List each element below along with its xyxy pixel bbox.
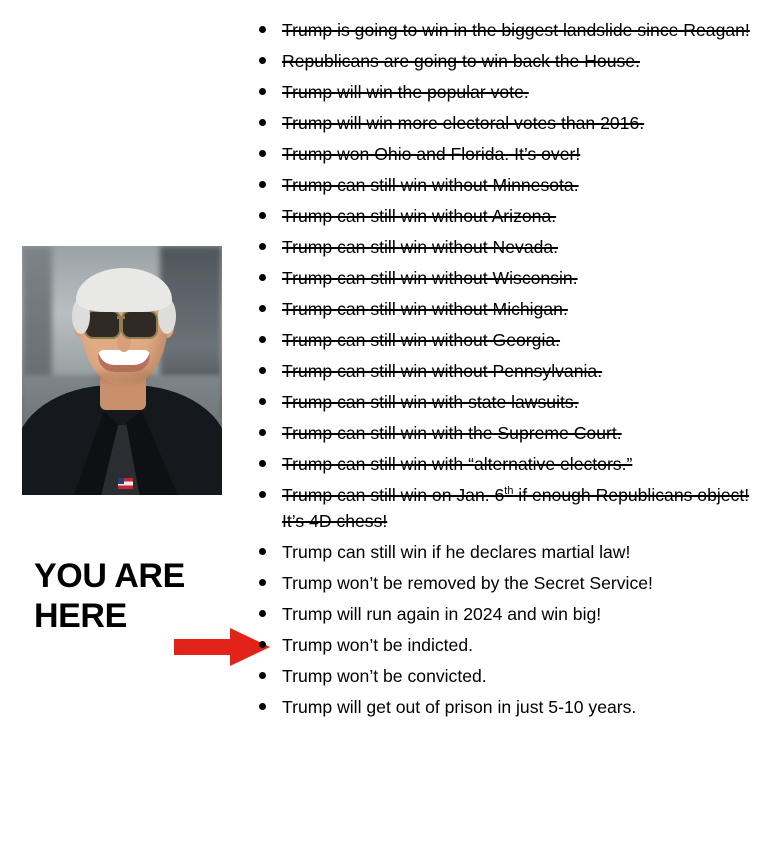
list-item xyxy=(252,142,768,168)
bullet-icon xyxy=(259,150,266,157)
list-item xyxy=(252,540,768,566)
bullet-icon xyxy=(259,26,266,33)
sunglasses-bridge xyxy=(117,316,125,319)
list-item-text: Trump can still win without Pennsylvania. xyxy=(282,361,603,381)
bullet-icon xyxy=(259,610,266,617)
bullet-icon xyxy=(259,274,266,281)
list-item-text: Trump won Ohio and Florida. It’s over! xyxy=(282,144,581,164)
list-item-text: Trump won’t be removed by the Secret Service! xyxy=(282,572,653,593)
list-item xyxy=(252,571,768,597)
photo-chin-shadow xyxy=(94,368,154,384)
list-item xyxy=(252,235,768,261)
list-item xyxy=(252,204,768,230)
list-item xyxy=(252,49,768,75)
list-item xyxy=(252,328,768,354)
you-are-here-line2: HERE xyxy=(34,597,127,636)
list-item-text: Trump can still win if he declares martial law! xyxy=(282,541,631,562)
list-item xyxy=(252,266,768,292)
list-item xyxy=(252,390,768,416)
bullet-icon xyxy=(259,491,266,498)
list-item xyxy=(252,602,768,628)
bullet-icon xyxy=(259,336,266,343)
list-item xyxy=(252,80,768,106)
list-item xyxy=(252,173,768,199)
bullet-icon xyxy=(259,548,266,555)
list-item xyxy=(252,421,768,447)
list-item-text: Trump won’t be convicted. xyxy=(282,665,487,686)
list-item-text: Trump can still win without Nevada. xyxy=(282,237,559,257)
list-item xyxy=(252,359,768,385)
list-item-text: Trump can still win without Wisconsin. xyxy=(282,268,578,288)
bullet-icon xyxy=(259,88,266,95)
list-item xyxy=(252,18,768,44)
bullet-icon xyxy=(259,579,266,586)
list-item xyxy=(252,452,768,478)
bullet-icon xyxy=(259,181,266,188)
bullet-icon xyxy=(259,367,266,374)
list-item-text: Trump will win more electoral votes than 2016. xyxy=(282,113,645,133)
list-item-text: Trump can still win without Michigan. xyxy=(282,299,568,319)
list-item-text: Trump will run again in 2024 and win big! xyxy=(282,603,602,624)
list-item-text: Trump can still win without Minnesota. xyxy=(282,175,579,195)
list-item xyxy=(252,483,768,534)
bullet-icon xyxy=(259,243,266,250)
photo-smiling-man xyxy=(22,246,222,495)
list-item-text: Trump can still win without Arizona. xyxy=(282,206,557,226)
list-item xyxy=(252,111,768,137)
bullet-icon xyxy=(259,398,266,405)
list-item xyxy=(252,633,768,659)
list-item xyxy=(252,695,768,721)
bullet-icon xyxy=(259,672,266,679)
list-item-text: Trump will win the popular vote. xyxy=(282,82,529,102)
bullet-icon xyxy=(259,703,266,710)
bullet-icon xyxy=(259,305,266,312)
you-are-here-line1: YOU ARE xyxy=(34,557,185,595)
bullet-icon xyxy=(259,460,266,467)
bullet-icon xyxy=(259,119,266,126)
bullet-icon xyxy=(259,641,266,648)
list-item-text: Trump will get out of prison in just 5-10 years. xyxy=(282,696,637,717)
list-item-text: Trump won’t be indicted. xyxy=(282,634,474,655)
list-item xyxy=(252,664,768,690)
bullet-icon xyxy=(259,429,266,436)
bullet-icon xyxy=(259,212,266,219)
you-are-here-label xyxy=(34,556,214,636)
list-item-text: Trump can still win without Georgia. xyxy=(282,330,561,350)
list-item-text: Republicans are going to win back the House. xyxy=(282,51,640,71)
bullet-icon xyxy=(259,57,266,64)
list-item-text: Trump is going to win in the biggest landslide since Reagan! xyxy=(282,20,750,40)
list-item-text: Trump can still win with state lawsuits. xyxy=(282,392,579,412)
left-column xyxy=(0,0,246,862)
list-item-text: Trump can still win with “alternative electors.” xyxy=(282,454,633,474)
claims-list xyxy=(252,18,768,726)
sunglasses-icon xyxy=(121,310,158,339)
list-item-text: Trump can still win on Jan. 6th if enough Republicans object! It’s 4D chess! xyxy=(282,485,750,531)
ordinal-superscript: th xyxy=(504,485,514,498)
list-item xyxy=(252,297,768,323)
photo-flag-pin xyxy=(118,478,133,489)
list-item-text: Trump can still win with the Supreme Court. xyxy=(282,423,622,443)
